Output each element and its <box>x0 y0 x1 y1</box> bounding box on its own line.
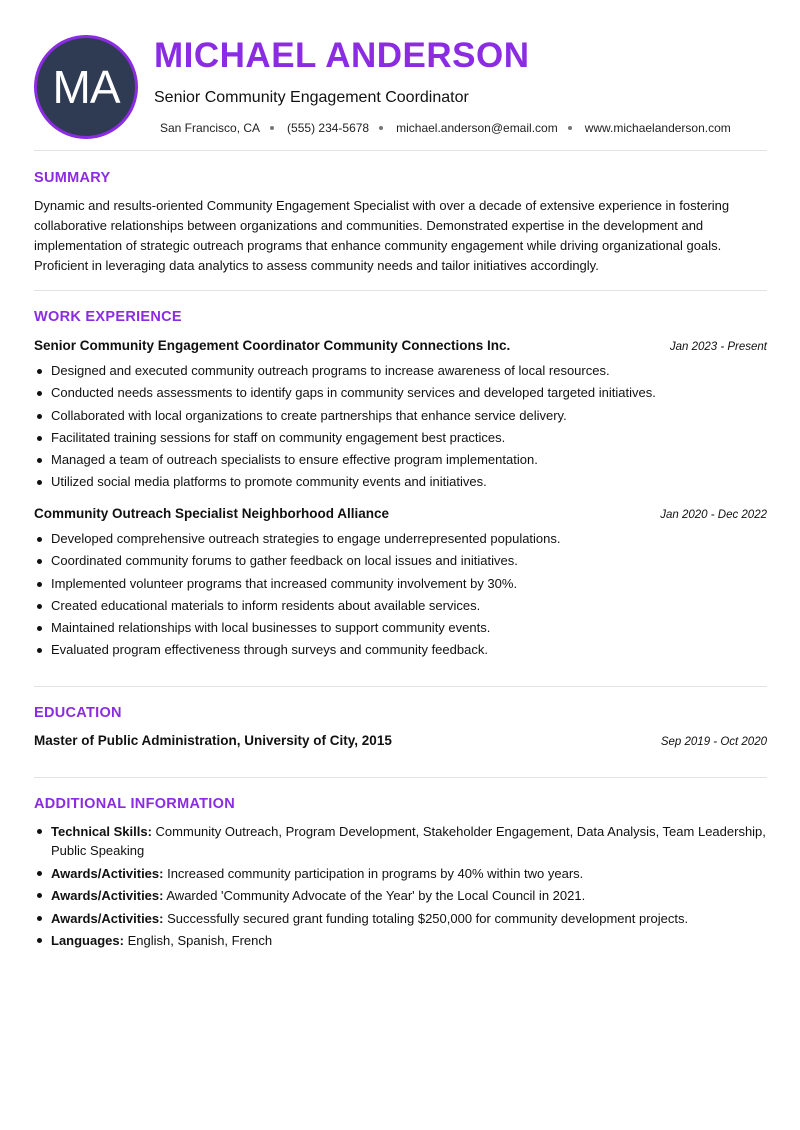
list-item <box>34 886 767 905</box>
item-text: Increased community participation in programs by 40% within two years. <box>167 865 584 881</box>
list-item: Designed and executed community outreach programs to increase awareness of local resources. <box>34 360 767 382</box>
contact-line <box>160 121 731 135</box>
list-item: Managed a team of outreach specialists to ensure effective program implementation. <box>34 449 767 471</box>
item-text: Community Outreach, Program Development, Stakeholder Engagement, Data Analysis, Team Leadership, Public Speaking <box>51 824 766 858</box>
job-bullets <box>34 360 767 494</box>
divider <box>34 150 767 151</box>
item-text: Awarded 'Community Advocate of the Year' by the Local Council in 2021. <box>166 888 586 903</box>
list-item: Collaborated with local organizations to create partnerships that enhance service delivery. <box>34 405 767 427</box>
additional-info-heading: ADDITIONAL INFORMATION <box>34 796 235 812</box>
job-title: Senior Community Engagement Coordinator Community Connections Inc. <box>34 338 511 353</box>
job-dates: Jan 2020 - Dec 2022 <box>660 509 767 521</box>
job-bullets <box>34 528 767 662</box>
degree: Master of Public Administration, University of City, 2015 <box>34 733 392 748</box>
summary-text: Dynamic and results-oriented Community Engagement Specialist with over a decade of extensive experience in fostering collaborative relationships between organizations and communities. Demonstrated expertise in the development and implementation of strategic outreach programs that enhance community engagement while driving organizational goals. Proficient in leveraging data analytics to assess community needs and tailor initiatives accordingly. <box>34 198 730 273</box>
separator-dot <box>568 126 572 130</box>
item-label: Languages: <box>51 933 124 948</box>
item-text: English, Spanish, French <box>127 933 273 948</box>
list-item: Maintained relationships with local businesses to support community events. <box>34 617 767 639</box>
list-item: Developed comprehensive outreach strategies to engage underrepresented populations. <box>34 528 767 550</box>
contact-email: michael.anderson@email.com <box>396 121 558 135</box>
list-item <box>34 909 767 928</box>
separator-dot <box>379 126 383 130</box>
candidate-name: MICHAEL ANDERSON <box>154 36 530 75</box>
additional-info-list <box>34 822 767 954</box>
divider <box>34 686 767 687</box>
job-dates: Jan 2023 - Present <box>669 341 767 353</box>
job-header <box>34 338 767 353</box>
item-text: Successfully secured grant funding totaling $250,000 for community development projects. <box>167 910 689 926</box>
list-item <box>34 822 767 860</box>
list-item: Conducted needs assessments to identify gaps in community services and developed targeted initiatives. <box>34 382 767 404</box>
list-item: Created educational materials to inform residents about available services. <box>34 595 767 617</box>
item-label: Technical Skills: <box>51 824 152 839</box>
list-item <box>34 864 767 883</box>
list-item: Facilitated training sessions for staff on community engagement best practices. <box>34 427 767 449</box>
list-item <box>34 931 767 950</box>
list-item: Evaluated program effectiveness through surveys and community feedback. <box>34 639 767 661</box>
education-entry <box>34 733 767 748</box>
avatar-initials: MA <box>52 61 120 113</box>
item-label: Awards/Activities: <box>51 865 164 881</box>
list-item: Implemented volunteer programs that increased community involvement by 30%. <box>34 573 767 595</box>
education-heading: EDUCATION <box>34 705 122 721</box>
separator-dot <box>270 126 274 130</box>
summary-heading: SUMMARY <box>34 170 111 186</box>
divider <box>34 777 767 778</box>
candidate-role: Senior Community Engagement Coordinator <box>154 89 469 106</box>
job-title: Community Outreach Specialist Neighborhood Alliance <box>34 506 390 521</box>
education-dates: Sep 2019 - Oct 2020 <box>660 736 767 748</box>
list-item: Coordinated community forums to gather feedback on local issues and initiatives. <box>34 550 767 572</box>
list-item: Utilized social media platforms to promote community events and initiatives. <box>34 471 767 493</box>
item-label: Awards/Activities: <box>51 888 164 903</box>
divider <box>34 290 767 291</box>
work-experience-heading: WORK EXPERIENCE <box>34 309 182 325</box>
contact-website: www.michaelanderson.com <box>584 121 731 135</box>
job-header <box>34 506 767 521</box>
avatar <box>34 35 138 139</box>
contact-location: San Francisco, CA <box>160 121 261 135</box>
item-label: Awards/Activities: <box>51 910 164 926</box>
contact-phone: (555) 234-5678 <box>287 121 370 135</box>
